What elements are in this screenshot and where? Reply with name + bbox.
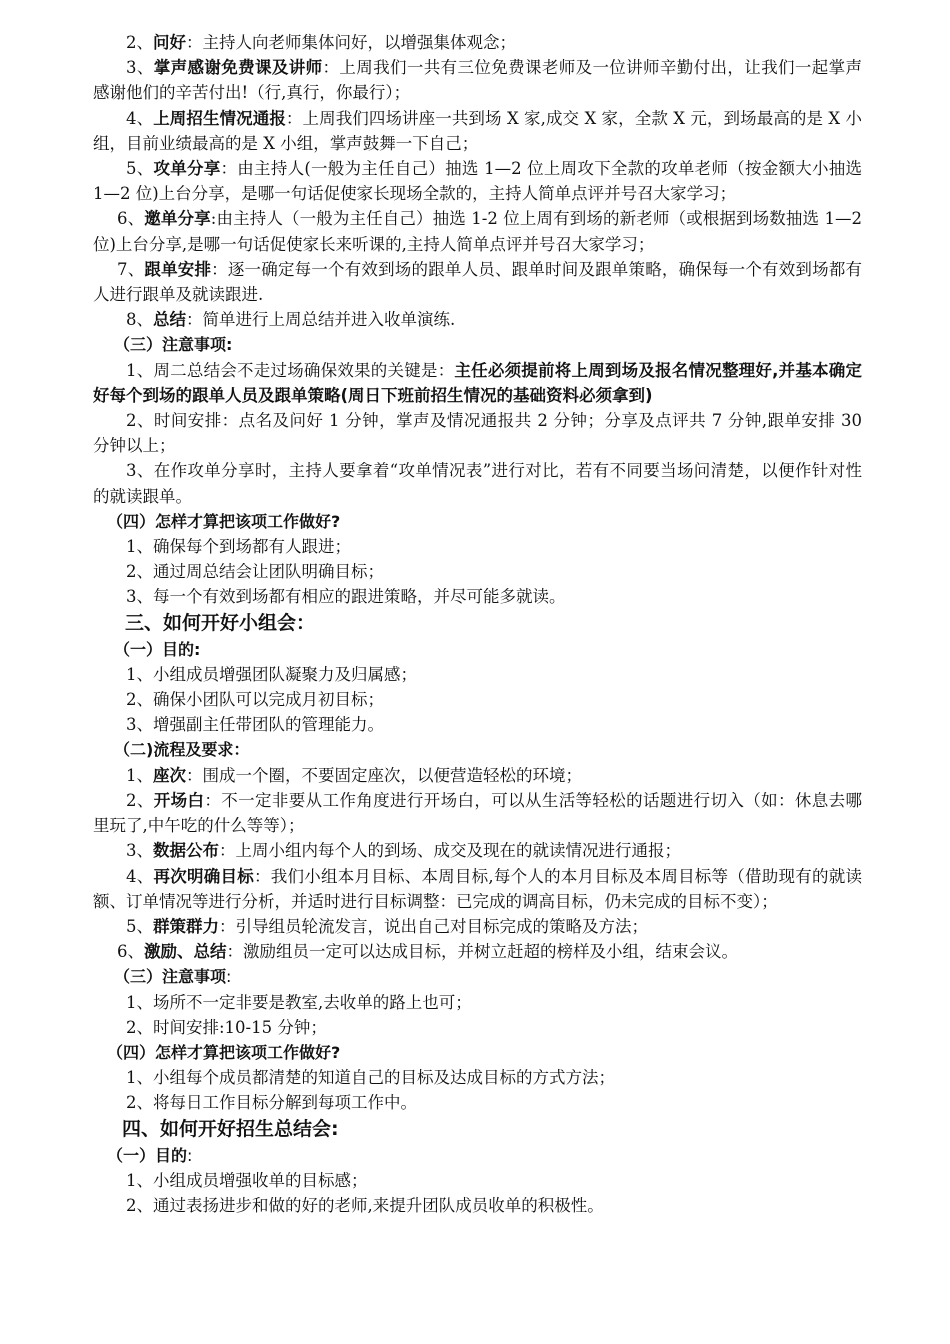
- flow-item-brainstorm: [93, 914, 862, 939]
- item-number: 4、: [126, 108, 154, 128]
- item-title: 数据公布: [153, 841, 219, 861]
- item-text: ：上周小组内每个人的到场、成交及现在的就读情况进行通报；: [219, 841, 681, 861]
- section-title-enrollment-summary: [93, 1116, 862, 1143]
- flow-item-opening: [93, 788, 862, 838]
- item-title: 座次: [153, 765, 186, 785]
- flow-item-goals: [93, 864, 862, 914]
- item-text: ：激励组员一定可以达成目标，并树立赶超的榜样及小组，结束会议。: [226, 942, 738, 962]
- title-colon: :: [331, 1117, 339, 1140]
- note-text: 1、周二总结会不走过场确保效果的关键是：: [126, 360, 455, 380]
- item-title: 总结: [153, 310, 186, 330]
- item-title: 群策群力: [153, 916, 219, 936]
- item-number: 6、: [117, 209, 145, 229]
- flow-item-seating: [93, 763, 862, 788]
- goal-item: 2、确保小团队可以完成月初目标；: [126, 690, 384, 710]
- how-heading: （四）怎样才算把该项工作做好?: [107, 511, 341, 531]
- note-emphasis: 主任必须提前将上周到场及报名情况整理好,并基本确定好每个到场的跟单人员及跟单策略(周日下班前招生情况的基础资料必须拿到): [93, 360, 862, 405]
- flow-item-report: [93, 106, 862, 156]
- notes-heading: （三）注意事项:: [114, 335, 233, 355]
- item-number: 1、: [126, 765, 153, 785]
- heading-colon: :: [187, 1145, 193, 1165]
- flow-item-summary: [93, 307, 862, 332]
- flow-item-data: [93, 838, 862, 863]
- note-item: [93, 358, 862, 408]
- flow-item-attack-share: [93, 156, 862, 206]
- item-text: ：上周我们四场讲座一共到场 X 家,成交 X 家，全款 X 元，到场最高的是 X 小组，目前业绩最高的是 X 小组，掌声鼓舞一下自己；: [93, 108, 862, 153]
- item-number: 4、: [126, 866, 154, 886]
- item-text: ：上周我们一共有三位免费课老师及一位讲师辛勤付出，让我们一起掌声感谢他们的辛苦付出!（行,真行，你最行）；: [93, 58, 863, 103]
- goal-item: 1、小组成员增强团队凝聚力及归属感；: [126, 664, 417, 684]
- flow-item-invite-share: [93, 206, 862, 256]
- item-number: 5、: [126, 159, 154, 179]
- notes-heading: [93, 964, 862, 989]
- section-title-group-meeting: 三、如何开好小组会：: [125, 611, 316, 634]
- item-text: ：不一定非要从工作角度进行开场白，可以从生活等轻松的话题进行切入（如：休息去哪里玩了,中午吃的什么等等）；: [93, 790, 863, 836]
- item-text: ：由主持人(一般为主任自己）抽选 1—2 位上周攻下全款的攻单老师（按金额大小抽选 1—2 位)上台分享，是哪一句话促使家长现场全款的，主持人简单点评并号召大家学习；: [93, 159, 862, 204]
- flow-item-greeting: [93, 30, 862, 55]
- flow-item-encourage: [93, 939, 862, 964]
- how-item: 1、小组每个成员都清楚的知道自己的目标及达成目标的方式方法；: [126, 1068, 615, 1088]
- item-title: 上周招生情况通报: [153, 108, 286, 128]
- flow-heading: （二)流程及要求：: [114, 740, 250, 760]
- flow-item-follow-plan: [93, 257, 862, 307]
- heading-text: （一）目的: [107, 1145, 188, 1165]
- item-number: 6、: [117, 942, 144, 962]
- goal-heading: [93, 1143, 862, 1168]
- how-item: 2、通过周总结会让团队明确目标；: [126, 562, 384, 582]
- item-text: ：我们小组本月目标、本周目标,每个人的本月目标及本周目标等（借助现有的就读额、订单情况等进行分析，并适时进行目标调整：已完成的调高目标，仍未完成的目标不变）；: [93, 866, 863, 911]
- item-number: 2、: [126, 33, 153, 52]
- note-item: 2、时间安排：点名及问好 1 分钟，掌声及情况通报共 2 分钟；分享及点评共 7 分钟,跟单安排 30 分钟以上；: [93, 411, 862, 456]
- item-text: ：引导组员轮流发言，说出自己对目标完成的策略及方法；: [219, 916, 648, 936]
- note-item: 3、在作攻单分享时，主持人要拿着“攻单情况表”进行对比，若有不同要当场问清楚，以便作针对性的就读跟单。: [93, 461, 862, 506]
- item-number: 3、: [126, 841, 153, 861]
- how-heading: （四）怎样才算把该项工作做好?: [107, 1042, 341, 1062]
- goal-heading: （一）目的:: [114, 639, 201, 659]
- item-title: 邀单分享: [144, 209, 211, 229]
- how-item: 2、将每日工作目标分解到每项工作中。: [126, 1093, 417, 1113]
- item-text: ：逐一确定每一个有效到场的跟单人员、跟单时间及跟单策略，确保每一个有效到场都有人进行跟单及就读跟进.: [93, 259, 863, 305]
- item-title: 跟单安排: [144, 259, 212, 279]
- item-text: :由主持人（一般为主任自己）抽选 1-2 位上周有到场的新老师（或根据到场数抽选 1—2 位)上台分享,是哪一句话促使家长来听课的,主持人简单点评并号召大家学习；: [93, 209, 862, 254]
- item-title: 激励、总结: [144, 942, 227, 962]
- item-text: ：简单进行上周总结并进入收单演练.: [186, 310, 456, 330]
- item-title: 开场白: [153, 790, 205, 810]
- item-title: 问好: [153, 33, 186, 52]
- item-number: 2、: [126, 790, 154, 810]
- item-title: 掌声感谢免费课及讲师: [153, 58, 323, 78]
- item-text: ：主持人向老师集体问好，以增强集体观念；: [186, 33, 516, 52]
- item-number: 8、: [126, 310, 153, 330]
- goal-item: 2、通过表扬进步和做的好的老师,来提升团队成员收单的积极性。: [126, 1195, 604, 1215]
- title-text: 四、如何开好招生总结会: [122, 1117, 332, 1140]
- how-item: 1、确保每个到场都有人跟进；: [126, 537, 351, 557]
- how-item: 3、每一个有效到场都有相应的跟进策略，并尽可能多就读。: [126, 587, 566, 607]
- item-title: 再次明确目标: [153, 866, 254, 886]
- item-title: 攻单分享: [153, 159, 221, 179]
- item-number: 7、: [117, 259, 145, 279]
- note-item: 2、时间安排:10-15 分钟；: [126, 1017, 327, 1037]
- item-number: 5、: [126, 916, 153, 936]
- goal-item: 3、增强副主任带团队的管理能力。: [126, 715, 384, 735]
- note-item: 1、场所不一定非要是教室,去收单的路上也可；: [126, 992, 472, 1012]
- item-text: ：围成一个圈，不要固定座次，以便营造轻松的环境；: [186, 765, 582, 785]
- heading-text: （三）注意事项: [114, 967, 227, 987]
- item-number: 3、: [126, 58, 154, 78]
- heading-colon: :: [226, 967, 232, 987]
- flow-item-applause: [93, 55, 862, 105]
- goal-item: 1、小组成员增强收单的目标感；: [126, 1170, 368, 1190]
